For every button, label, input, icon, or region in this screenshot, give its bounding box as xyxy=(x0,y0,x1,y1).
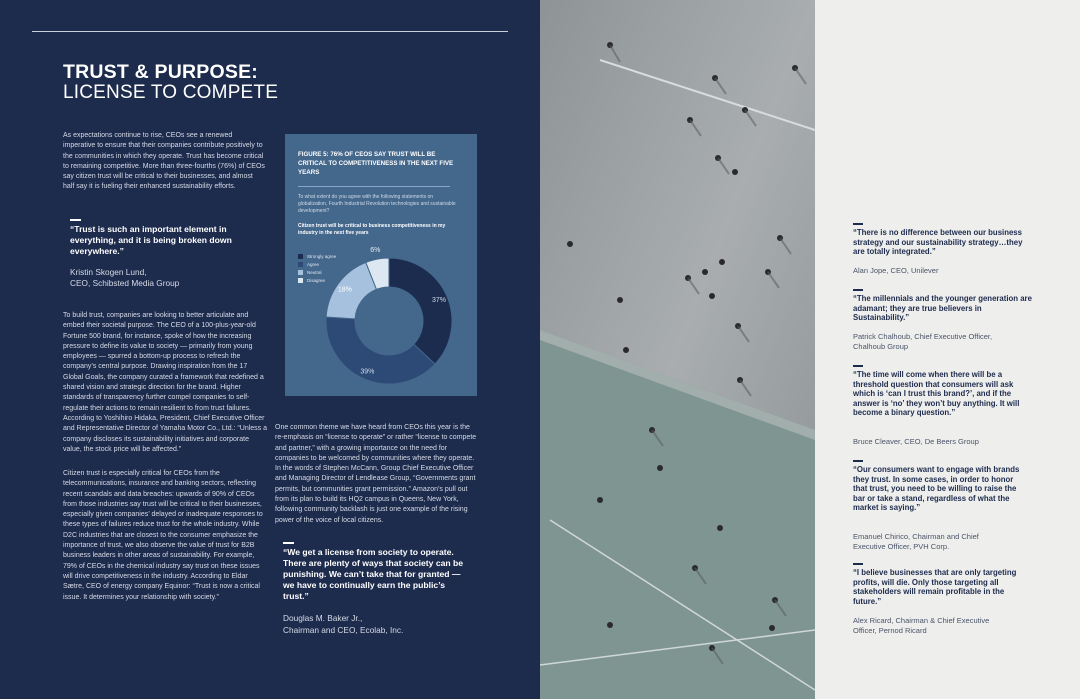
quote-attribution-name: Douglas M. Baker Jr., xyxy=(283,613,363,623)
quote-attribution: Alan Jope, CEO, Unilever xyxy=(853,266,939,275)
aerial-crowd-image xyxy=(540,0,815,699)
quote-marker xyxy=(853,365,863,367)
figure-5-panel xyxy=(285,134,477,396)
quote-attribution: Bruce Cleaver, CEO, De Beers Group xyxy=(853,437,979,446)
top-rule xyxy=(32,31,508,32)
donut-chart xyxy=(285,134,477,396)
pull-quote-baker: “We get a license from society to operate. There are plenty of ways that society can be punishing. We can’t take that for granted — we have to continually earn the public’s trust.” xyxy=(283,547,464,601)
crowd-photo xyxy=(540,0,815,699)
quote-marker xyxy=(70,219,81,221)
pull-quote-skogen-lund: “Trust is such an important element in everything, and it is being broken down everywhere.” xyxy=(70,224,232,256)
donut-slice-agree xyxy=(326,317,435,384)
donut-slice-strongly-agree xyxy=(389,258,452,364)
quote-attribution: Patrick Chalhoub, Chief Executive Officer, Chalhoub Group xyxy=(853,332,993,351)
donut-label: 18% xyxy=(337,286,352,294)
quote-chirico: “Our consumers want to engage with brands they trust. In some cases, in order to honor that trust, you need to be willing to raise the bar or take a stand, regardless of what the market is saying.” xyxy=(853,465,1020,513)
legend-label: Strongly agree xyxy=(307,253,337,259)
figure-question: To what extent do you agree with the following statements on globalization, Fourth Industrial Revolution technologies and sustainable development? xyxy=(298,194,456,214)
body-paragraph-3: Citizen trust is especially critical for CEOs from the telecommunications, insurance and banking sectors, reflecting recent scandals and data breaches: upwards of 90% of CEOs from those industries say trust will be critical to their businesses, especially given companies’ delayed or inadequate responses to these types of failures reduce trust for the whole industry. While D2C industries that are closest to the consumer emphasize the importance of trust, we also observe the value of trust for B2B business leaders in other areas of sustainability. For example, 79% of CEOs in the chemical industry say trust on these issues will drive competitiveness in the industry. According to Eldar Sætre, CEO of energy company Equinor: “Trust is now a critical issue. It determines your relationship with society.” xyxy=(63,470,263,601)
quote-marker xyxy=(853,460,863,462)
quote-cleaver: “The time will come when there will be a threshold question that consumers will ask which is ‘can I trust this brand?’, and if the answer is ‘no’ they won’t buy anything. It will become a binary question.” xyxy=(853,370,1020,418)
intro-paragraph: As expectations continue to rise, CEOs see a renewed imperative to ensure that their companies contribute positively to the communities in which they operate. Trust has become critical to remaining competitive. More than three-fourths (76%) of CEOs say citizen trust will be critical to their businesses, and almost half say it is fueling their enhanced sustainability efforts. xyxy=(63,132,265,191)
right-quote-column xyxy=(815,0,1080,699)
donut-label: 6% xyxy=(370,246,381,254)
page-title: TRUST & PURPOSE: xyxy=(63,61,258,83)
page-subtitle: LICENSE TO COMPETE xyxy=(63,82,279,103)
quote-attribution: Emanuel Chirico, Chairman and Chief Executive Officer, PVH Corp. xyxy=(853,532,979,551)
quote-marker xyxy=(283,542,294,544)
quote-ricard: “I believe businesses that are only targeting profits, will die. Only those targeting all stakeholders will remain profitable in the future.” xyxy=(853,568,1017,606)
quote-marker xyxy=(853,289,863,291)
legend-label: Neutral xyxy=(307,269,322,275)
donut-label: 39% xyxy=(360,368,375,376)
quote-marker xyxy=(853,563,863,565)
legend-label: Agree xyxy=(307,261,320,267)
middle-paragraph: One common theme we have heard from CEOs this year is the re-emphasis on “license to operate” or rather “license to compete and partner,” with a growing importance on the need for companies to be welcomed by communities where they operate. In the words of Stephen McCann, Group Chief Executive Officer and Managing Director of Lendlease Group, “Governments grant permits, but communities grant permission.” Amazon’s pull out from its plan to build its HQ2 campus in Queens, New York, following community backlash is just one example of the rising power of the voice of local citizens. xyxy=(275,424,477,524)
quote-jope: “There is no difference between our business strategy and our sustainability strategy…they are totally integrated.” xyxy=(853,228,1023,257)
quote-chalhoub: “The millennials and the younger generation are adamant; they are true believers in Sustainability.” xyxy=(853,294,1032,323)
body-paragraph-2: To build trust, companies are looking to better articulate and embed their societal purpose. The CEO of a 100-plus-year-old Fortune 500 brand, for instance, spoke of how the increasing pressure to define its value to society — primarily from young employees — spurred a bottom-up process to refresh the company’s central purpose. Drawing inspiration from the 17 Global Goals, the company curated a framework that redefined a shared vision and strategic direction for the brand. Higher standards of transparency further compel companies to self-regulate their actions to remain resilient to from trust failures. According to Yoshihiro Hidaka, President, Chief Executive Officer and Representative Director of Yamaha Motor Co., Ltd.: “Unless a company discloses its sustainability initiatives and corporate value, the stock price will be affected.” xyxy=(63,312,268,453)
quote-attribution: Alex Ricard, Chairman & Chief Executive Officer, Pernod Ricard xyxy=(853,616,990,635)
quote-attribution-role: Chairman and CEO, Ecolab, Inc. xyxy=(283,625,404,635)
figure-subtitle: Citizen trust will be critical to business competitiveness in my industry in the next five years xyxy=(298,223,446,236)
figure-title: FIGURE 5: 76% OF CEOS SAY TRUST WILL BE CRITICAL TO COMPETITIVENESS IN THE NEXT FIVE YEARS xyxy=(298,151,454,176)
donut-label: 37% xyxy=(432,296,447,304)
quote-marker xyxy=(853,223,863,225)
quote-attribution-name: Kristin Skogen Lund, xyxy=(70,267,147,277)
legend-label: Disagree xyxy=(307,277,326,283)
quote-attribution-role: CEO, Schibsted Media Group xyxy=(70,278,180,288)
